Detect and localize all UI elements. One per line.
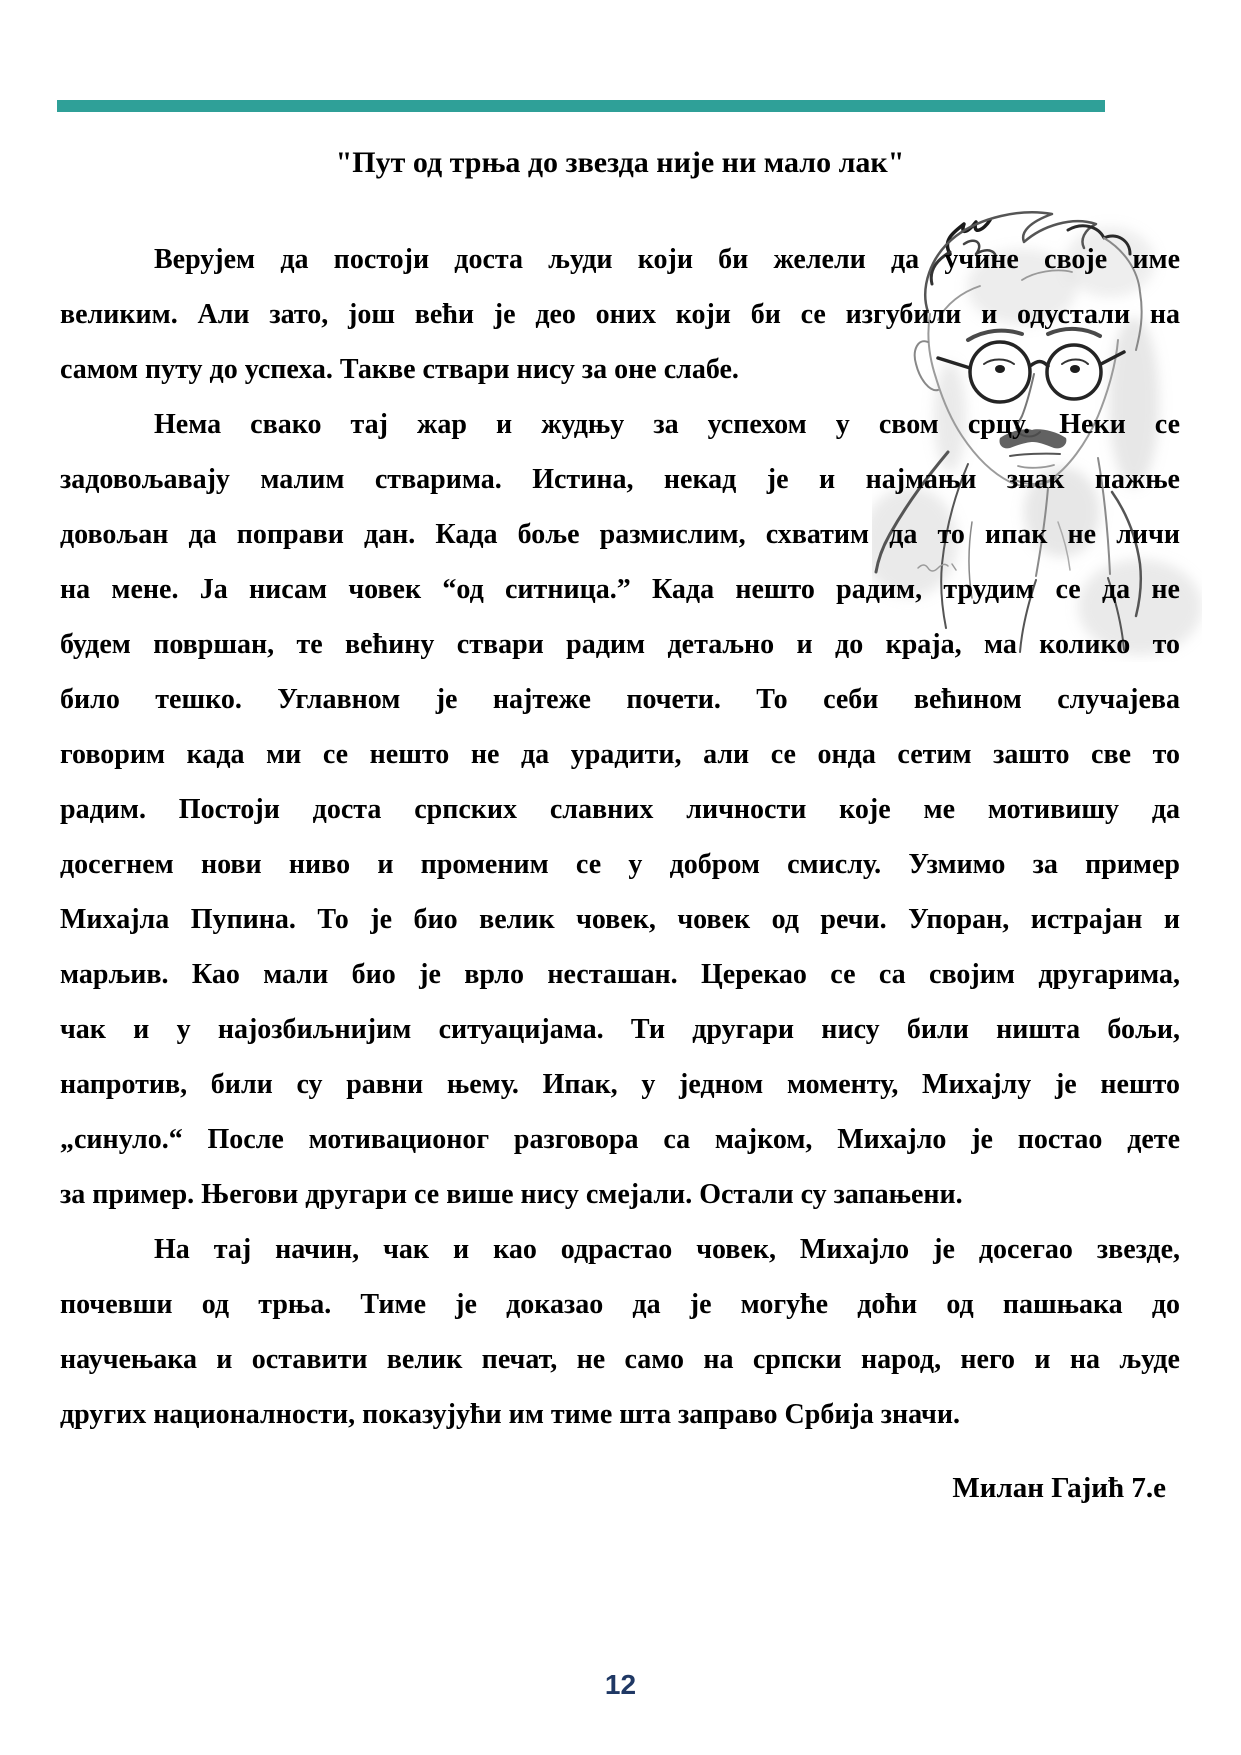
text-line: говорим када ми се нешто не да урадити, али се онда сетим зашто све то bbox=[60, 739, 1180, 770]
text-line: довољан да поправи дан. Када боље размислим, схватим да то ипак не личи bbox=[60, 519, 1180, 550]
author-signature: Милан Гајић 7.е bbox=[952, 1472, 1166, 1504]
paragraph bbox=[60, 232, 1180, 397]
text-line: марљив. Као мали био је врло несташан. Церекао се са својим другарима, bbox=[60, 959, 1180, 990]
text-line: других националности, показујући им тиме шта заправо Србија значи. bbox=[60, 1399, 960, 1430]
text-line: радим. Постоји доста српских славних личности које ме мотивишу да bbox=[60, 794, 1180, 825]
essay-title: "Пут од трња до звезда није ни мало лак" bbox=[335, 146, 905, 179]
text-line: Нема свако тај жар и жудњу за успехом у свом срцу. Неки се bbox=[154, 409, 1180, 440]
text-line: задовољавају малим стварима. Истина, некад је и најмањи знак пажње bbox=[60, 464, 1180, 495]
text-line: Верујем да постоји доста људи који би желели да учине своје име bbox=[154, 244, 1180, 275]
text-line: научењака и оставити велик печат, не само на српски народ, него и на људе bbox=[60, 1344, 1180, 1375]
text-line: великим. Али зато, још већи је део оних који би се изгубили и одустали на bbox=[60, 299, 1180, 330]
accent-bar bbox=[57, 100, 1105, 112]
text-line: досегнем нови ниво и променим се у добром смислу. Узмимо за пример bbox=[60, 849, 1180, 880]
text-line: будем површан, те већину ствари радим детаљно и до краја, ма колико то bbox=[60, 629, 1180, 660]
text-line: за пример. Његови другари се више нису смејали. Остали су запањени. bbox=[60, 1179, 963, 1210]
text-line: на мене. Ја нисам човек “од ситница.” Када нешто радим, трудим се да не bbox=[60, 574, 1180, 605]
text-line: Михајла Пупина. То је био велик човек, човек од речи. Упоран, истрајан и bbox=[60, 904, 1180, 935]
text-line: чак и у најозбиљнијим ситуацијама. Ти другари нису били ништа бољи, bbox=[60, 1014, 1180, 1045]
page-number: 12 bbox=[604, 1669, 637, 1700]
text-line: На тај начин, чак и као одрастао човек, Михајло је досегао звезде, bbox=[154, 1234, 1180, 1265]
text-line: почевши од трња. Тиме је доказао да је могуће доћи од пашњака до bbox=[60, 1289, 1180, 1320]
paragraph bbox=[60, 1222, 1180, 1442]
text-line: напротив, били су равни њему. Ипак, у једном моменту, Михајлу је нешто bbox=[60, 1069, 1180, 1100]
text-line: „синуло.“ После мотивационог разговора са мајком, Михајло је постао дете bbox=[60, 1124, 1180, 1155]
article-body bbox=[60, 232, 1180, 1442]
text-line: било тешко. Углавном је најтеже почети. То себи већином случајева bbox=[60, 684, 1180, 715]
paragraph bbox=[60, 397, 1180, 1222]
text-line: самом путу до успеха. Такве ствари нису за оне слабе. bbox=[60, 354, 739, 385]
